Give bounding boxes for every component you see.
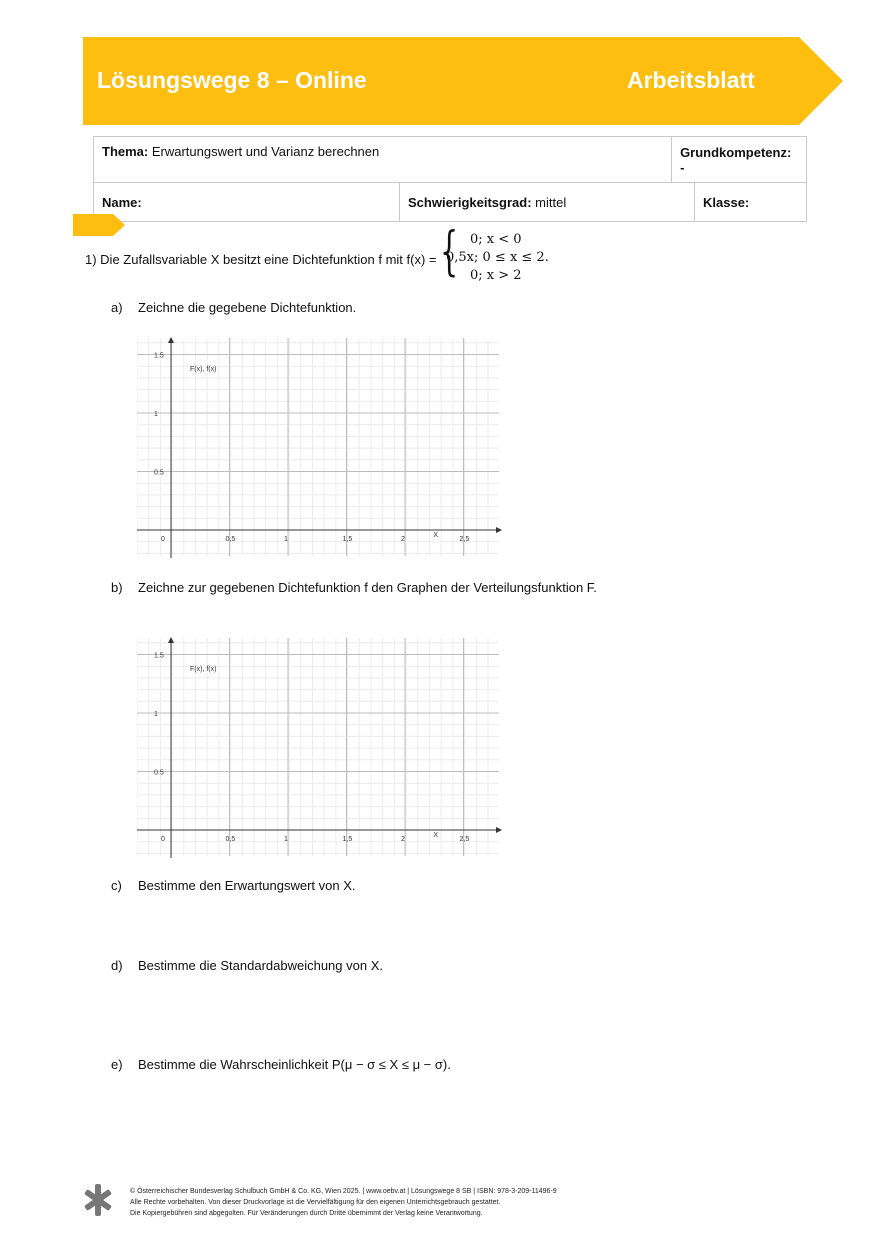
thema-value: Erwartungswert und Varianz berechnen bbox=[151, 144, 380, 159]
origin-label: 0 bbox=[161, 836, 165, 843]
question-text: Bestimme die Standardabweichung von X. bbox=[138, 958, 383, 973]
coordinate-grid-b bbox=[137, 636, 503, 858]
y-tick-label: 1 bbox=[154, 411, 158, 418]
grundkompetenz-cell bbox=[672, 137, 807, 183]
question-label: d) bbox=[111, 958, 123, 973]
case-2: 0,5x; 0 ≤ x ≤ 2. bbox=[446, 250, 549, 265]
x-tick-label: 1 bbox=[284, 536, 288, 543]
y-axis-label: F(x), f(x) bbox=[190, 366, 217, 373]
question-text: Bestimme die Wahrscheinlichkeit P(μ − σ ≤ X ≤ μ − σ). bbox=[138, 1057, 451, 1072]
grundkompetenz-label: Grundkompetenz: bbox=[680, 144, 792, 160]
x-axis-arrow-icon bbox=[496, 527, 502, 533]
x-axis-label: X bbox=[433, 832, 439, 839]
footer-line-1: © Österreichischer Bundesverlag Schulbuch GmbH & Co. KG, Wien 2025. | www.oebv.at | Lösungswege 8 SB | ISBN: 978-3-209-11496-9 bbox=[130, 1188, 557, 1195]
header-banner bbox=[83, 37, 843, 125]
publisher-logo-icon bbox=[83, 1184, 113, 1216]
x-tick-label: 1,5 bbox=[342, 836, 353, 843]
graph-a bbox=[137, 336, 503, 563]
y-tick-label: 1.5 bbox=[154, 652, 164, 660]
brace-symbol: { bbox=[440, 222, 459, 282]
grundkompetenz-value: - bbox=[680, 159, 685, 175]
origin-label: 0 bbox=[161, 536, 165, 543]
y-axis-arrow-icon bbox=[168, 637, 174, 643]
question-label: a) bbox=[111, 300, 123, 315]
footer-line-2: Alle Rechte vorbehalten. Von dieser Druckvorlage ist die Vervielfältigung für den eigenen Unterrichtsgebrauch gestattet. bbox=[130, 1199, 501, 1206]
meta-table bbox=[93, 136, 807, 222]
graph-b bbox=[137, 636, 503, 863]
question-label: e) bbox=[111, 1057, 123, 1072]
x-tick-label: 1,5 bbox=[342, 536, 353, 543]
x-tick-label: 2,5 bbox=[459, 536, 470, 543]
y-tick-label: 0.5 bbox=[154, 469, 164, 477]
y-tick-label: 1 bbox=[154, 711, 158, 718]
thema-cell bbox=[94, 137, 672, 183]
klasse-cell bbox=[695, 183, 807, 222]
x-tick-label: 1 bbox=[284, 836, 288, 843]
y-tick-label: 0.5 bbox=[154, 769, 164, 777]
section-arrow-icon bbox=[73, 214, 125, 236]
x-tick-label: 2 bbox=[401, 536, 405, 543]
x-tick-label: 2 bbox=[401, 836, 405, 843]
x-tick-label: 0,5 bbox=[225, 536, 236, 543]
schwierigkeit-value: mittel bbox=[535, 194, 567, 210]
x-axis-arrow-icon bbox=[496, 827, 502, 833]
klasse-label: Klasse: bbox=[703, 194, 750, 210]
footer-line-3: Die Kopiergebühren sind abgegolten. Für Veränderungen durch Dritte übernimmt der Verlag keine Verantwortung. bbox=[130, 1210, 483, 1217]
thema-label: Thema: bbox=[102, 144, 149, 159]
x-tick-label: 0,5 bbox=[225, 836, 236, 843]
schwierigkeit-label: Schwierigkeitsgrad: bbox=[408, 194, 532, 210]
case-3: 0; x > 2 bbox=[470, 268, 522, 283]
y-tick-label: 1.5 bbox=[154, 352, 164, 360]
x-tick-label: 2,5 bbox=[459, 836, 470, 843]
question-label: c) bbox=[111, 878, 122, 893]
y-axis-label: F(x), f(x) bbox=[190, 666, 217, 673]
task-intro: 1) Die Zufallsvariable X besitzt eine Dichtefunktion f mit f(x) = bbox=[85, 252, 437, 267]
question-text: Zeichne die gegebene Dichtefunktion. bbox=[138, 300, 357, 315]
x-axis-label: X bbox=[433, 532, 439, 539]
footer-text bbox=[130, 1186, 557, 1219]
name-cell bbox=[94, 183, 400, 222]
question-text: Bestimme den Erwartungswert von X. bbox=[138, 878, 356, 893]
question-label: b) bbox=[111, 580, 123, 595]
question-text: Zeichne zur gegebenen Dichtefunktion f den Graphen der Verteilungsfunktion F. bbox=[138, 580, 597, 595]
document-type: Arbeitsblatt bbox=[627, 67, 755, 93]
coordinate-grid-a bbox=[137, 336, 503, 558]
page-title: Lösungswege 8 – Online bbox=[97, 67, 367, 93]
name-label: Name: bbox=[102, 194, 142, 210]
schwierigkeit-cell bbox=[400, 183, 695, 222]
y-axis-arrow-icon bbox=[168, 337, 174, 343]
case-1: 0; x < 0 bbox=[470, 232, 522, 247]
